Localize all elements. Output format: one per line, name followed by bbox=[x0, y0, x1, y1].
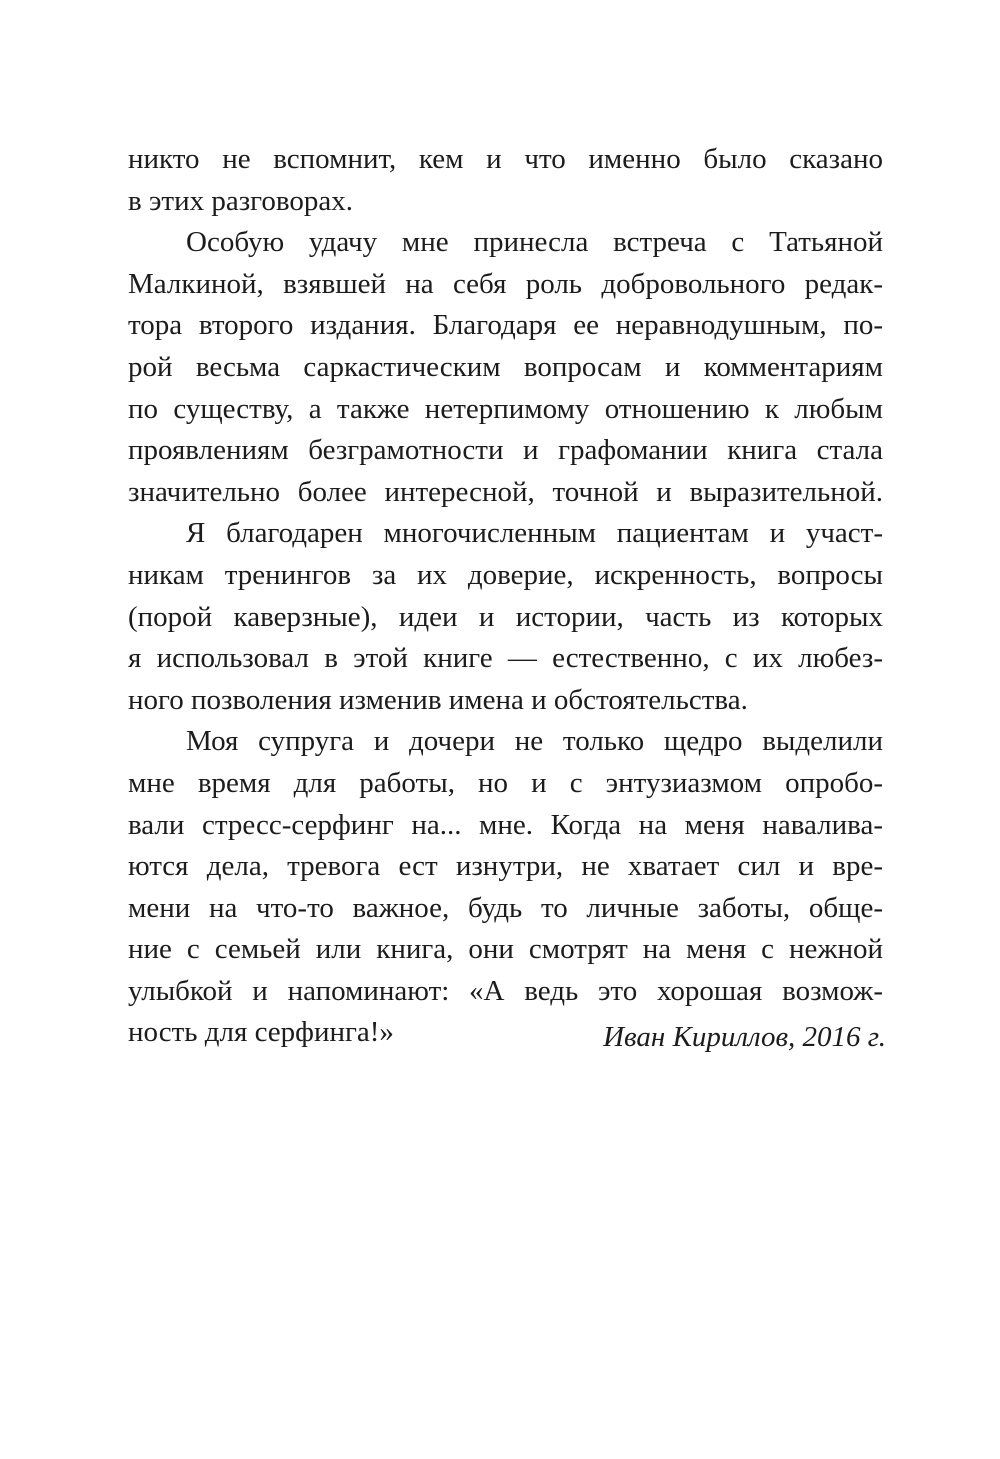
author-signature: Иван Кириллов, 2016 г. bbox=[603, 1021, 886, 1053]
text-line: ются дела, тревога ест изнутри, не хватает сил и вре- bbox=[128, 850, 883, 883]
text-line: значительно более интересной, точной и выразительной. bbox=[128, 475, 883, 508]
text-line: ность для серфинга!» bbox=[128, 1016, 394, 1049]
text-line: ние с семьей или книга, они смотрят на меня с нежной bbox=[128, 933, 883, 966]
text-line: никто не вспомнит, кем и что именно было сказано bbox=[128, 143, 883, 175]
text-line: (порой каверзные), идеи и истории, часть из которых bbox=[128, 600, 883, 633]
text-line: Малкиной, взявшей на себя роль добровольного редак- bbox=[128, 267, 883, 300]
text-line: я использовал в этой книге — естественно, с их любез- bbox=[128, 642, 883, 675]
text-line: ного позволения изменив имена и обстоятельства. bbox=[128, 683, 748, 716]
text-line: Моя супруга и дочери не только щедро выделили bbox=[186, 725, 883, 758]
text-line: мне время для работы, но и с энтузиазмом опробо- bbox=[128, 766, 883, 799]
text-line: мени на что-то важное, будь то личные заботы, обще- bbox=[128, 891, 883, 924]
text-line: тора второго издания. Благодаря ее неравнодушным, по- bbox=[128, 309, 883, 342]
text-line: по существу, а также нетерпимому отношению к любым bbox=[128, 392, 883, 425]
text-line: никам тренингов за их доверие, искренность, вопросы bbox=[128, 558, 883, 591]
text-line: рой весьма саркастическим вопросам и комментариям bbox=[128, 350, 883, 383]
body-text bbox=[128, 139, 883, 1054]
text-line: проявлениям безграмотности и графомании книга стала bbox=[128, 434, 883, 467]
text-line: в этих разговорах. bbox=[128, 184, 353, 217]
text-line: улыбкой и напоминают: «А ведь это хорошая возмож- bbox=[128, 974, 883, 1007]
text-line: Я благодарен многочисленным пациентам и участ- bbox=[186, 517, 883, 550]
text-line: Особую удачу мне принесла встреча с Татьяной bbox=[186, 226, 883, 259]
text-line: вали стресс-серфинг на... мне. Когда на меня навалива- bbox=[128, 808, 883, 841]
